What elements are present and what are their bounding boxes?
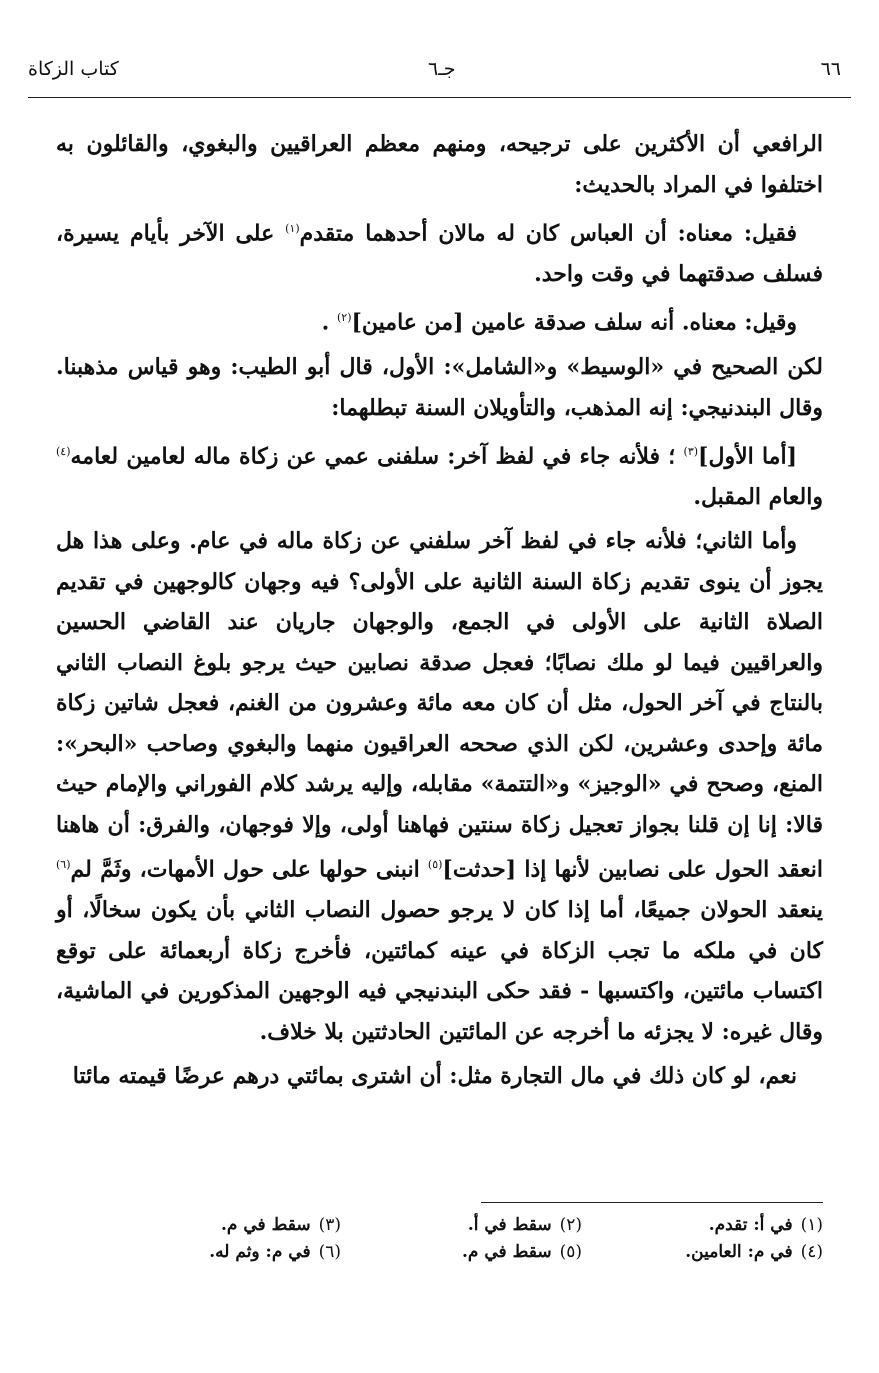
footnote: (٥)سقط في م.	[462, 1242, 582, 1262]
footnote-row	[100, 1239, 823, 1266]
footnote-rule	[481, 1202, 823, 1203]
book-title: كتاب الزكاة	[28, 58, 119, 80]
footnote: (٤)في م: العامين.	[685, 1242, 823, 1262]
footnote-ref: (٢)	[336, 311, 352, 325]
footnotes	[100, 1212, 823, 1266]
footnote: (٢)سقط في أ.	[467, 1215, 582, 1235]
footnote: (٦)في م: وثم له.	[209, 1242, 341, 1262]
footnote: (١)في أ: تقدم.	[708, 1215, 823, 1235]
main-text	[56, 124, 823, 1097]
paragraph: نعم، لو كان ذلك في مال التجارة مثل: أن اشترى بمائتي درهم عرضًا قيمته مائتا	[72, 1063, 797, 1090]
footnote-ref: (٦)	[56, 858, 71, 872]
page-header	[28, 58, 851, 98]
volume-label: جـ٦	[428, 58, 456, 80]
header-rule	[28, 97, 851, 98]
paragraph: الرافعي أن الأكثرين على ترجيحه، ومنهم معظم العراقيين والبغوي، والقائلون به اختلفوا في المراد بالحديث:	[56, 131, 823, 198]
footnote-ref: (١)	[285, 222, 300, 235]
paragraph: [أما الأول]$^{(٣)}$ ؛ فلأنه جاء في لفظ آخر: سلفنى عمي عن زكاة ماله لعامين لعامه$^{(٤)}$ والعام المقبل.	[56, 443, 823, 510]
footnote: (٣)سقط في م.	[221, 1215, 341, 1235]
footnote-row	[100, 1212, 823, 1239]
paragraph: وقيل: معناه. أنه سلف صدقة عامين [من عامين]$^{(٢)}$ .	[321, 309, 797, 336]
footnote-ref: (٥)	[427, 858, 443, 872]
paragraph: لكن الصحيح في «الوسيط» و«الشامل»: الأول، قال أبو الطيب: وهو قياس مذهبنا. وقال البندنيجي: إنه المذهب، والتأويلان السنة تبطلهما:	[56, 354, 823, 421]
footnote-ref: (٣)	[683, 445, 699, 459]
paragraph: فقيل: معناه: أن العباس كان له مالان أحدهما متقدم$^{(١)}$ على الآخر بأيام يسيرة، فسلف صدقتهما في وقت واحد.	[56, 220, 823, 287]
footnote-ref: (٤)	[56, 445, 71, 459]
paragraph: وأما الثاني؛ فلأنه جاء في لفظ آخر سلفني عن زكاة ماله في عام. وعلى هذا هل يجوز أن ينوى تقديم زكاة السنة الثانية على الأولى؟ فيه وجهان كالوجهين في تقديم الصلاة الثانية على الأولى في الجمع، والوجهان جاريان عند القاضي الحسين والعراقيين فيما لو ملك نصابًا؛ فعجل صدقة نصابين حيث يرجو بلوغ النصاب الثاني بالنتاج في آخر الحول، مثل أن كان معه مائة وعشرون من الغنم، فعجل شاتين زكاة مائة وإحدى وعشرين، لكن الذي صححه العراقيون منهما والبغوي وصاحب «البحر»: المنع، وصحح في «الوجيز» و«التتمة» مقابله، وإليه يرشد كلام الفوراني والإمام حيث قالا: إنا إن قلنا بجواز تعجيل زكاة سنتين فهاهنا أولى، وإلا فوجهان، والفرق: أن هاهنا انعقد الحول على نصابين لأنها إذا [حدثت]$^{(٥)}$ انبنى حولها على حول الأمهات، وثَمَّ لم$^{(٦)}$ ينعقد الحولان جميعًا، أما إذا كان لا يرجو حصول النصاب الثاني بأن يكون سخالًا، أو كان في ملكه ما تجب الزكاة في عينه كمائتين، فأخرج زكاة أربعمائة على توقع اكتساب مائتين، واكتسبها - فقد حكى البندنيجي فيه الوجهين المذكورين في الماشية، وقال غيره: لا يجزئه ما أخرجه عن المائتين الحادثتين بلا خلاف.	[56, 528, 823, 1045]
page-number: ٦٦	[820, 58, 841, 80]
